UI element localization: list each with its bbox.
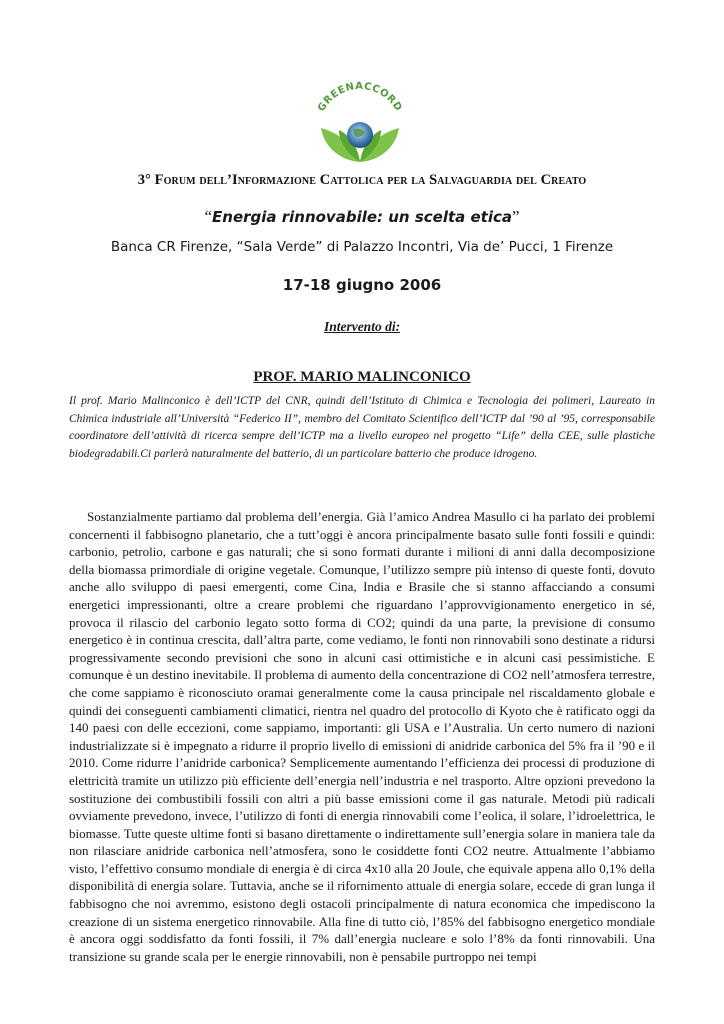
greenaccord-logo bbox=[305, 80, 415, 168]
svg-text:GREENACCORD bbox=[316, 81, 404, 114]
speaker-bio: Il prof. Mario Malinconico è dell’ICTP del CNR, quindi dell’Istituto di Chimica e Tecnologia dei polimeri, Laureato in Chimica industriale all’Università “Federico II”, membro del Comitato Scientifico dell’ICTP dal ’90 al ’95, corresponsabile coordinatore dell’attività di ricerca sempre dell’ICTP ma a livello europeo nel progetto “Life” della CEE, sulle plastiche biodegradabili.Ci parlerà naturalmente del batterio, di un particolare batterio che produce idrogeno. bbox=[69, 395, 655, 460]
body-paragraph: Sostanzialmente partiamo dal problema dell’energia. Già l’amico Andrea Masullo ci ha parlato dei problemi concernenti il fabbisogno planetario, che a tutt’oggi è ancora principalmente basato sulle fonti fossili e quindi: carbonio, petrolio, carbone e gas naturali; che si sono formati durante i milioni di anni dalla decomposizione della biomassa primordiale di origine vegetale. Comunque, l’utilizzo sempre più intenso di queste fonti, dovuto anche allo sviluppo di paesi emergenti, come Cina, India e Brasile che si stanno affacciando a consumi energetici impressionanti, oltre a creare problemi che riguardano l’approvvigionamento energetico in sé, provoca il rilascio del carbonio legato sotto forma di CO2; quindi da una parte, la previsione di consumo energetico è in continua crescita, dall’altra parte, come vediamo, le fonti non rinnovabili sono destinate a ridursi progressivamente secondo previsioni che sono in alcuni casi ottimistiche e in alcuni casi pessimistiche. E comunque è un destino inevitabile. Il problema di aumento della concentrazione di CO2 nell’atmosfera terrestre, che come sappiamo è riconosciuto oramai generalmente come la causa principale nel riscaldamento globale e quindi dei conseguenti cambiamenti climatici, rientra nel quadro del protocollo di Kyoto che è ratificato oggi da 140 paesi con delle eccezioni, come sappiamo, importanti: gli USA e l’Australia. Un certo numero di nazioni industrializzate si è impegnato a ridurre il proprio livello di emissioni di anidride carbonica del 5% fra il ’90 e il 2010. Come ridurre l’anidride carbonica? Semplicemente aumentando l’efficienza dei processi di produzione di elettricità tramite un utilizzo più efficiente dell’energia nell’industria e nel trasporto. Altre opzioni prevedono la sostituzione dei combustibili fossili con altri a più basse emissioni come il gas naturale. Metodi più radicali ovviamente prevedono, invece, l’utilizzo di fonti di energia rinnovabili come l’eolica, il solare, l’idroelettrica, le biomasse. Tutte queste ultime fonti si basano direttamente o indirettamente sull’energia solare in maniera tale da non rilasciare anidride carbonica nell’atmosfera, sono le cosiddette fonti CO2 neutre. Attualmente l’abbiamo visto, l’effettivo consumo mondiale di energia è di circa 4x10 alla 20 Joule, che equivale appena allo 0,1% della disponibilità di energia solare. Tuttavia, anche se il rifornimento attuale di energia solare, eccede di gran lunga il fabbisogno che noi avremmo, esistono degli ostacoli principalmente di natura economica che impediscono la creazione di un sistema energetico rinnovabile. Alla fine di tutto ciò, l’85% del fabbisogno energetico mondiale è ancora oggi soddisfatto da fonti fossili, il 7% dall’energia nucleare e solo l’8% da fonti rinnovabili. Una transizione su grande scala per le energie rinnovabili, non è pensabile purtroppo nei tempi bbox=[69, 509, 655, 964]
subtitle-text: Energia rinnovabile: un scelta etica bbox=[212, 208, 512, 226]
speaker-name: PROF. MARIO MALINCONICO bbox=[253, 369, 471, 385]
intervento-label: Intervento di: bbox=[323, 319, 401, 334]
subtitle-close-quote: ” bbox=[511, 207, 520, 226]
forum-title: 3° Forum dell’Informazione Cattolica per la Salvaguardia del Creato bbox=[137, 172, 587, 188]
event-date: 17-18 giugno 2006 bbox=[282, 276, 442, 294]
subtitle bbox=[60, 207, 664, 227]
subtitle-open-quote: “ bbox=[204, 207, 213, 226]
logo-text: GREENACCORD bbox=[316, 80, 404, 114]
venue: Banca CR Firenze, “Sala Verde” di Palazzo Incontri, Via de’ Pucci, 1 Firenze bbox=[110, 239, 614, 255]
